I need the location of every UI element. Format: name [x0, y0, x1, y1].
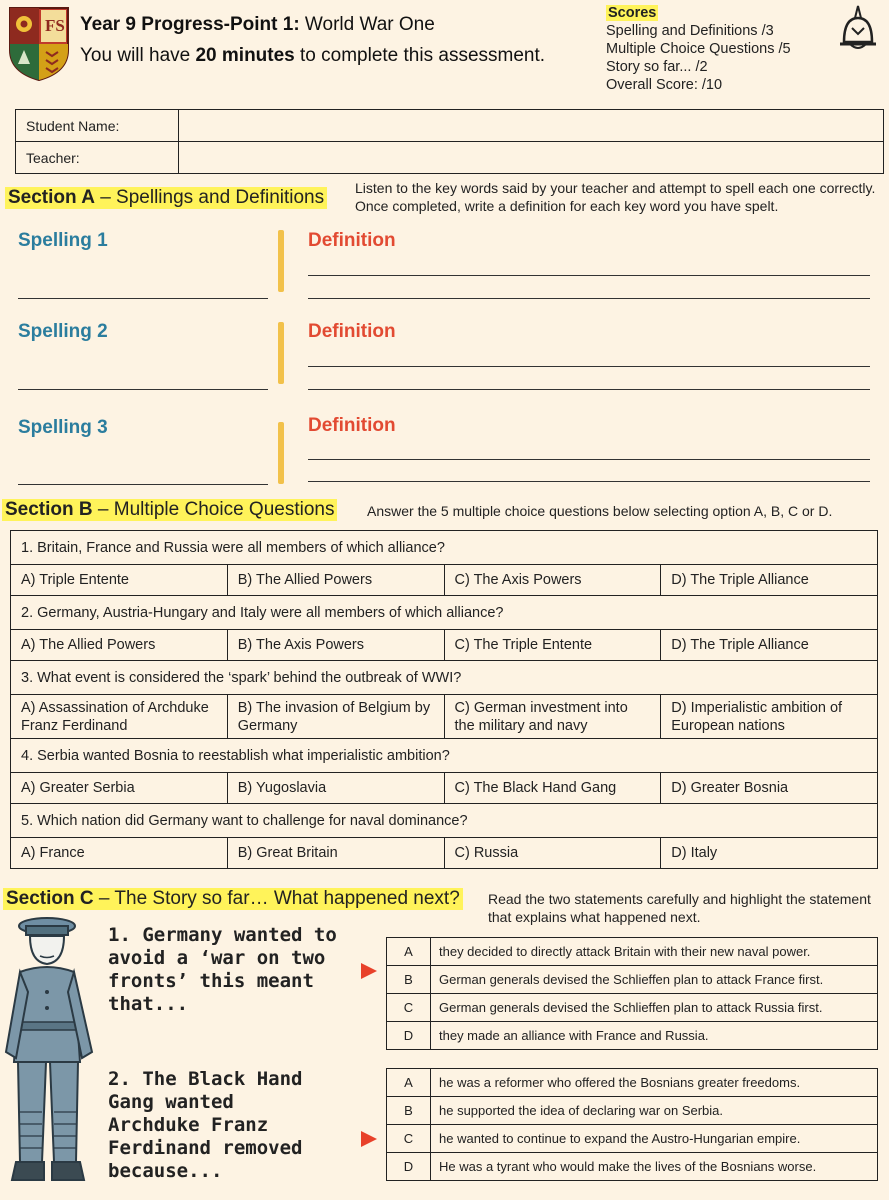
spelling-label-3: Spelling 3	[18, 417, 108, 438]
section-b-label-rest: – Multiple Choice Questions	[92, 499, 335, 520]
pointer-arrow-icon	[361, 1131, 377, 1147]
section-c-heading	[3, 888, 463, 910]
option-letter: D	[387, 1153, 431, 1181]
title-rest: World War One	[299, 14, 435, 35]
option-text[interactable]: German generals devised the Schlieffen plan to attack Russia first.	[431, 994, 878, 1022]
school-crest-icon	[8, 6, 70, 82]
option-letter: D	[387, 1022, 431, 1050]
mcq-option[interactable]: C) The Black Hand Gang	[444, 773, 661, 804]
score-line-story: Story so far... /2	[606, 59, 708, 75]
definition-answer-line-2b[interactable]	[308, 389, 870, 390]
subtitle-bold: 20 minutes	[195, 45, 295, 66]
spelling-label-2: Spelling 2	[18, 321, 108, 342]
option-letter: A	[387, 938, 431, 966]
story-prompt-line: Gang wanted	[108, 1091, 234, 1113]
story-prompt-line: fronts’ this meant	[108, 970, 314, 992]
time-instruction	[80, 45, 545, 67]
multiple-choice-table	[10, 530, 878, 869]
mcq-option[interactable]: D) Imperialistic ambition of European nations	[661, 695, 878, 739]
subtitle-pre: You will have	[80, 45, 196, 66]
story-prompt-1	[108, 924, 337, 1016]
mcq-question-2: 2. Germany, Austria-Hungary and Italy were all members of which alliance?	[11, 596, 878, 630]
spelling-answer-line-3[interactable]	[18, 484, 268, 485]
mcq-question-5: 5. Which nation did Germany want to challenge for naval dominance?	[11, 804, 878, 838]
mcq-option[interactable]: A) Triple Entente	[11, 565, 228, 596]
scores-heading: Scores	[608, 5, 657, 21]
option-text[interactable]: he wanted to continue to expand the Austro-Hungarian empire.	[431, 1125, 878, 1153]
mcq-option[interactable]: B) The Allied Powers	[227, 565, 444, 596]
option-letter: C	[387, 994, 431, 1022]
section-c-label-rest: – The Story so far… What happened next?	[93, 888, 460, 909]
story-prompt-line: avoid a ‘war on two	[108, 947, 326, 969]
section-a-label-rest: – Spellings and Definitions	[94, 187, 325, 208]
mcq-question-3: 3. What event is considered the ‘spark’ behind the outbreak of WWI?	[11, 661, 878, 695]
page-title	[80, 14, 435, 36]
section-b-heading	[2, 499, 337, 521]
mcq-option[interactable]: C) Russia	[444, 838, 661, 869]
spelling-label-1: Spelling 1	[18, 230, 108, 251]
divider-bar-2	[278, 322, 284, 384]
score-line-spelling: Spelling and Definitions /3	[606, 23, 774, 39]
mcq-option[interactable]: C) The Axis Powers	[444, 565, 661, 596]
crest-letters: FS	[45, 16, 65, 35]
story-prompt-line: Archduke Franz	[108, 1114, 269, 1136]
mcq-option[interactable]: D) Greater Bosnia	[661, 773, 878, 804]
mcq-question-4: 4. Serbia wanted Bosnia to reestablish what imperialistic ambition?	[11, 739, 878, 773]
story-prompt-line: Ferdinand removed	[108, 1137, 303, 1159]
subtitle-post: to complete this assessment.	[294, 45, 546, 66]
mcq-option[interactable]: A) The Allied Powers	[11, 630, 228, 661]
teacher-label: Teacher:	[16, 142, 179, 174]
section-a-description: Listen to the key words said by your teacher and attempt to spell each one correctly. Once completed, write a definition for each key word you have spelt.	[355, 180, 876, 214]
option-text[interactable]: he supported the idea of declaring war on Serbia.	[431, 1097, 878, 1125]
mcq-option[interactable]: D) The Triple Alliance	[661, 565, 878, 596]
score-line-mcq: Multiple Choice Questions /5	[606, 41, 791, 57]
option-letter: C	[387, 1125, 431, 1153]
section-b-description: Answer the 5 multiple choice questions below selecting option A, B, C or D.	[367, 503, 833, 519]
definition-answer-line-3a[interactable]	[308, 459, 870, 460]
section-a-label-bold: Section A	[8, 187, 95, 208]
scores-panel	[606, 4, 791, 94]
mcq-option[interactable]: A) Assassination of Archduke Franz Ferdinand	[11, 695, 228, 739]
mcq-option[interactable]: B) Yugoslavia	[227, 773, 444, 804]
statement-option-row[interactable]	[387, 1069, 878, 1097]
story-prompt-2	[108, 1068, 302, 1183]
mcq-option[interactable]: A) France	[11, 838, 228, 869]
statement-1-options-table	[386, 937, 878, 1050]
student-details-table	[15, 109, 884, 174]
pickelhaube-helmet-icon	[838, 4, 878, 54]
spelling-answer-line-2[interactable]	[18, 389, 268, 390]
title-bold: Year 9 Progress-Point 1:	[80, 14, 300, 35]
mcq-question-1: 1. Britain, France and Russia were all members of which alliance?	[11, 531, 878, 565]
statement-option-row[interactable]	[387, 938, 878, 966]
story-prompt-line: because...	[108, 1160, 223, 1182]
statement-option-row[interactable]	[387, 1097, 878, 1125]
statement-option-row[interactable]	[387, 1022, 878, 1050]
mcq-option[interactable]: C) German investment into the military and navy	[444, 695, 661, 739]
option-text[interactable]: He was a tyrant who would make the lives of the Bosnians worse.	[431, 1153, 878, 1181]
option-letter: A	[387, 1069, 431, 1097]
definition-label-1: Definition	[308, 230, 396, 251]
section-b-label-bold: Section B	[5, 499, 93, 520]
definition-label-3: Definition	[308, 415, 396, 436]
option-letter: B	[387, 966, 431, 994]
student-name-field[interactable]	[179, 110, 884, 142]
story-prompt-line: 2. The Black Hand	[108, 1068, 303, 1090]
story-prompt-line: that...	[108, 993, 189, 1015]
mcq-option[interactable]: B) The invasion of Belgium by Germany	[227, 695, 444, 739]
section-a-heading	[5, 187, 327, 209]
score-line-overall: Overall Score: /10	[606, 77, 723, 93]
mcq-option[interactable]: A) Greater Serbia	[11, 773, 228, 804]
student-name-label: Student Name:	[16, 110, 179, 142]
mcq-option[interactable]: B) The Axis Powers	[227, 630, 444, 661]
option-text[interactable]: they made an alliance with France and Russia.	[431, 1022, 878, 1050]
divider-bar-3	[278, 422, 284, 484]
definition-answer-line-2a[interactable]	[308, 366, 870, 367]
mcq-option[interactable]: C) The Triple Entente	[444, 630, 661, 661]
section-c-label-bold: Section C	[6, 888, 94, 909]
option-text[interactable]: he was a reformer who offered the Bosnians greater freedoms.	[431, 1069, 878, 1097]
definition-answer-line-1b[interactable]	[308, 298, 870, 299]
divider-bar-1	[278, 230, 284, 292]
option-letter: B	[387, 1097, 431, 1125]
statement-option-row[interactable]	[387, 1153, 878, 1181]
section-c-description: Read the two statements carefully and highlight the statement that explains what happened next.	[488, 891, 871, 925]
teacher-field[interactable]	[179, 142, 884, 174]
mcq-option[interactable]: D) The Triple Alliance	[661, 630, 878, 661]
definition-answer-line-3b[interactable]	[308, 481, 870, 482]
option-text[interactable]: German generals devised the Schlieffen plan to attack France first.	[431, 966, 878, 994]
statement-option-row[interactable]	[387, 966, 878, 994]
mcq-option[interactable]: B) Great Britain	[227, 838, 444, 869]
statement-option-row[interactable]	[387, 994, 878, 1022]
story-prompt-line: 1. Germany wanted to	[108, 924, 337, 946]
statement-option-row[interactable]	[387, 1125, 878, 1153]
statement-2-options-table	[386, 1068, 878, 1181]
spelling-answer-line-1[interactable]	[18, 298, 268, 299]
soldier-illustration-icon	[0, 912, 98, 1192]
definition-label-2: Definition	[308, 321, 396, 342]
pointer-arrow-icon	[361, 963, 377, 979]
option-text[interactable]: they decided to directly attack Britain with their new naval power.	[431, 938, 878, 966]
mcq-option[interactable]: D) Italy	[661, 838, 878, 869]
definition-answer-line-1a[interactable]	[308, 275, 870, 276]
